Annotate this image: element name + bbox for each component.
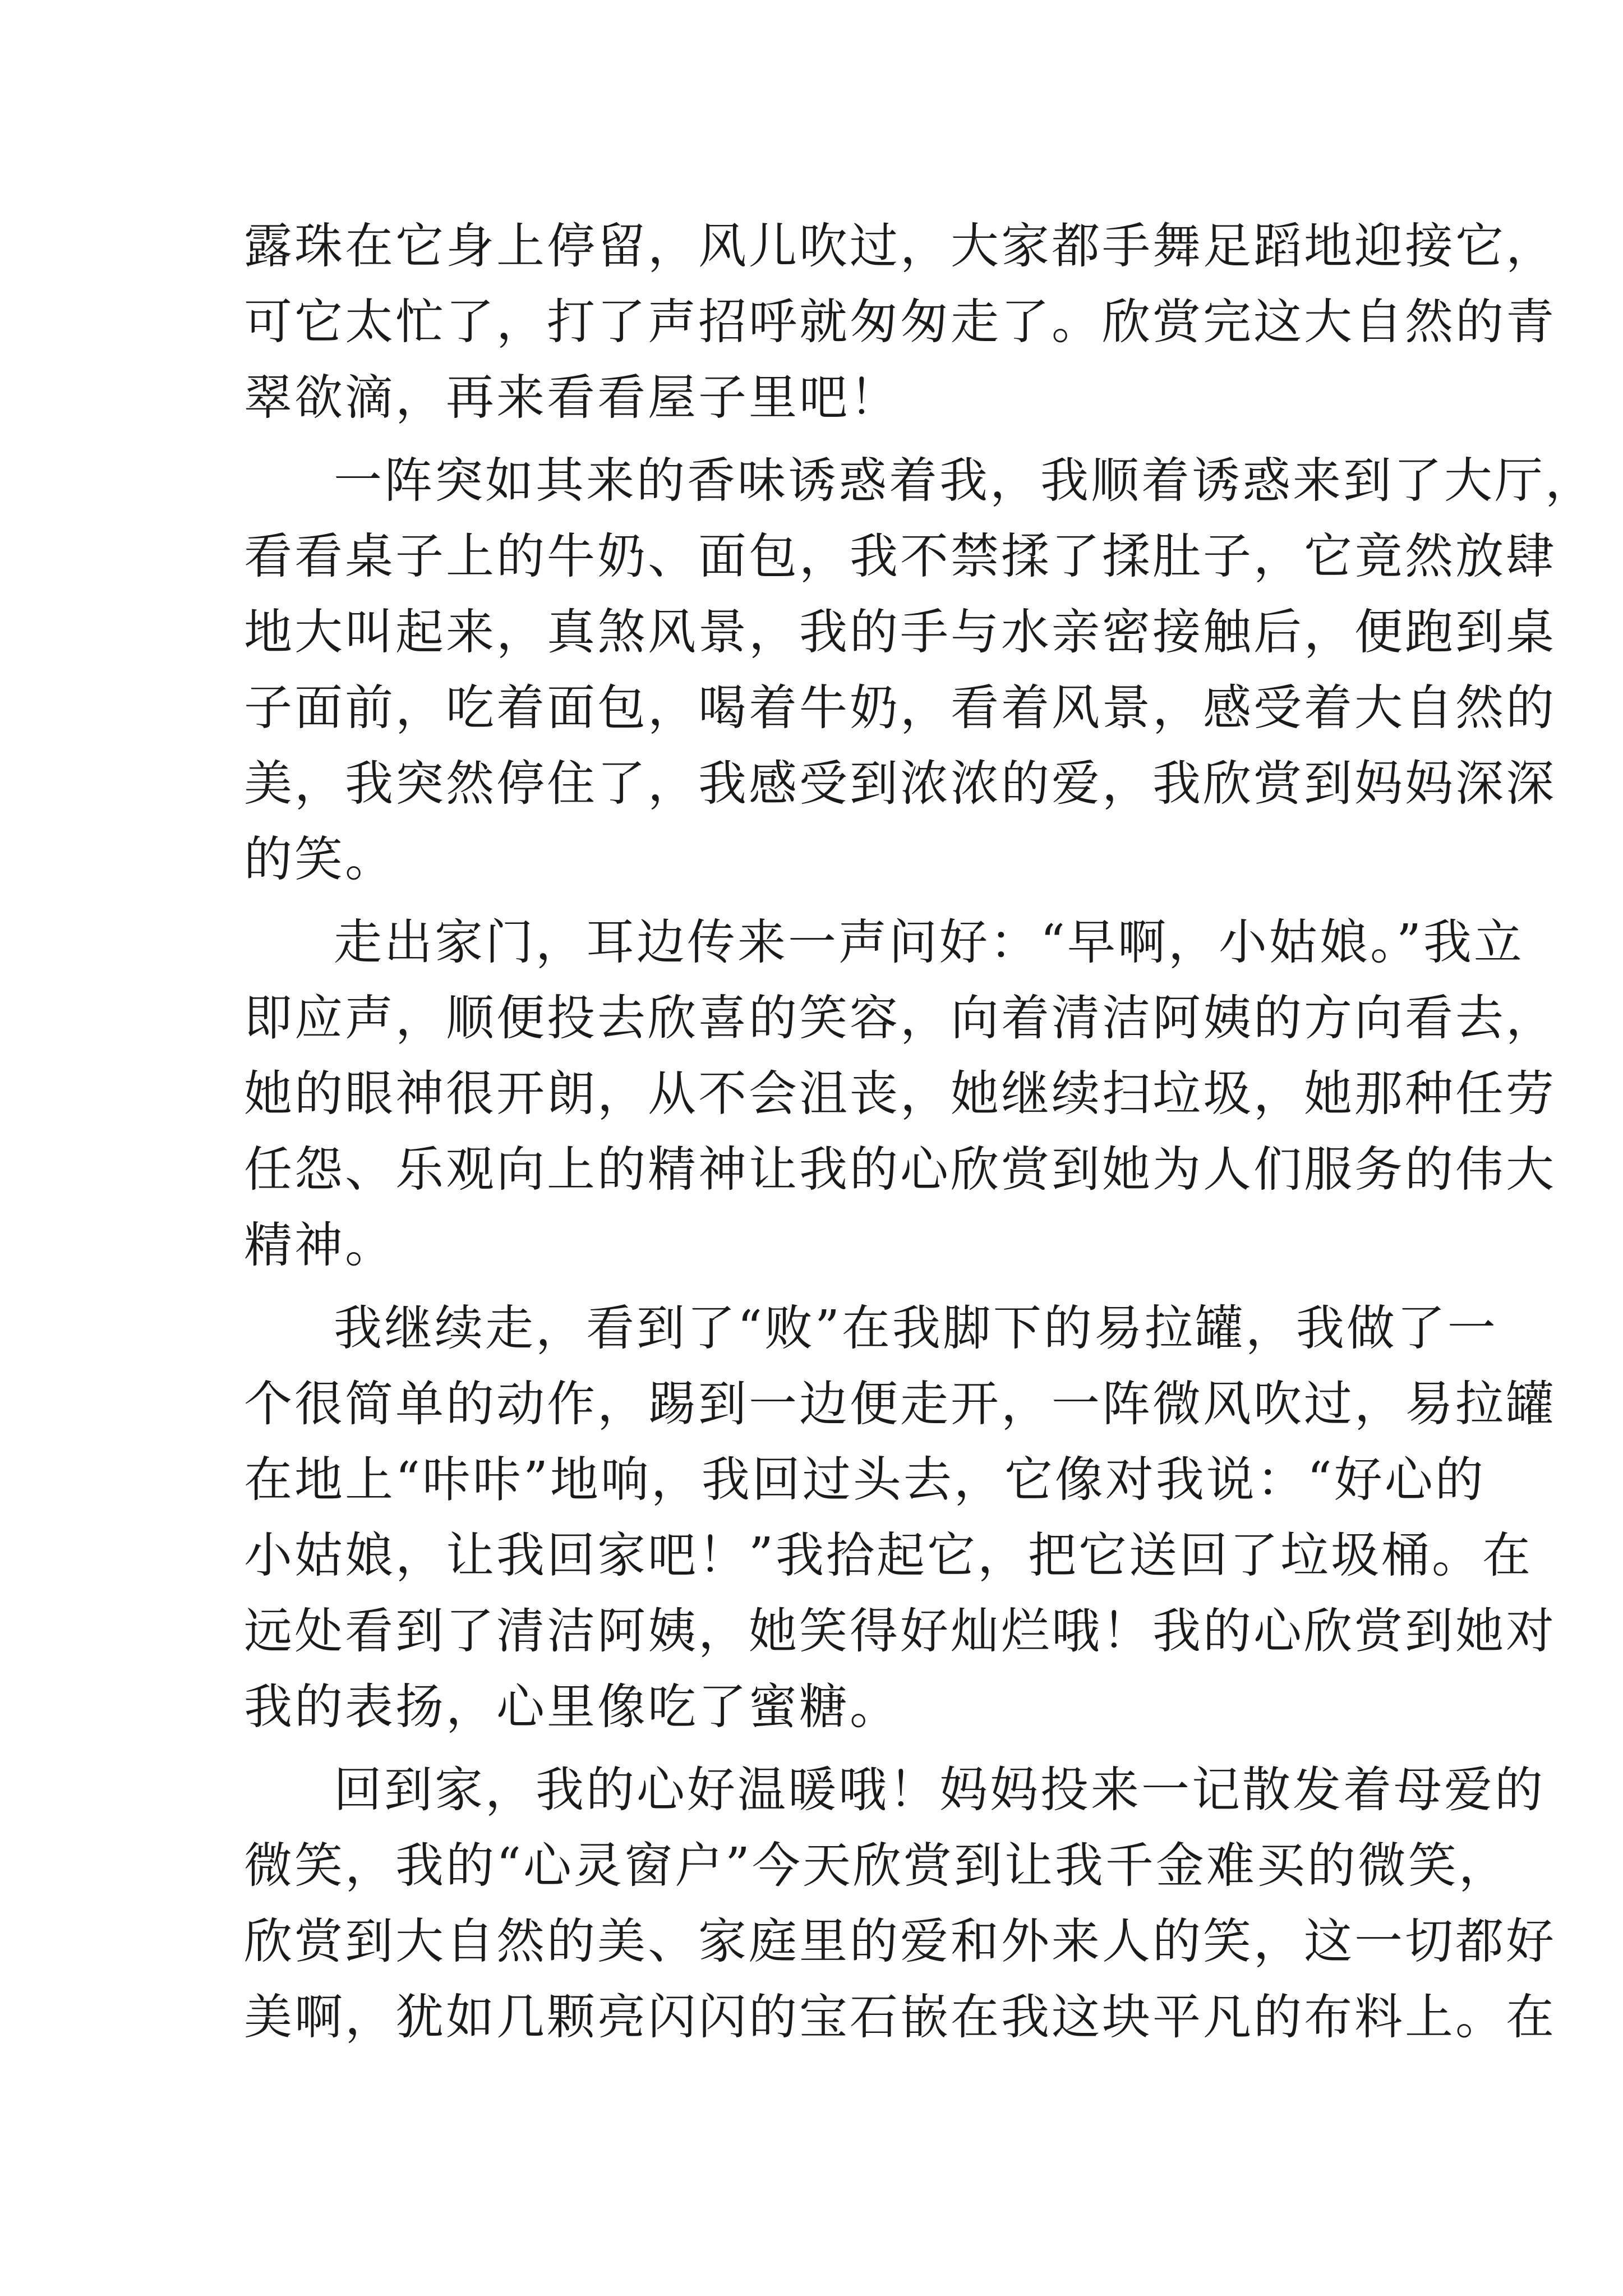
text-line: 一阵突如其来的香味诱惑着我，我顺着诱惑来到了大厅， bbox=[334, 453, 1596, 509]
text-line: 她的眼神很开朗，从不会沮丧，她继续扫垃圾，她那种任劳 bbox=[244, 1066, 1556, 1122]
text-line: 美，我突然停住了，我感受到浓浓的爱，我欣赏到妈妈深深 bbox=[244, 756, 1556, 812]
text-line: 个很简单的动作，踢到一边便走开，一阵微风吹过，易拉罐 bbox=[244, 1376, 1556, 1432]
paragraph-3 bbox=[244, 905, 1556, 1283]
text-line: 我的表扬，心里像吃了蜜糖。 bbox=[244, 1679, 900, 1735]
text-line: 精神。 bbox=[244, 1217, 395, 1273]
text-line: 欣赏到大自然的美、家庭里的爱和外来人的笑，这一切都好 bbox=[244, 1913, 1556, 1970]
text-line: 在地上“咔咔”地响，我回过头去，它像对我说：“好心的 bbox=[244, 1452, 1486, 1508]
text-line: 翠欲滴，再来看看屋子里吧！ bbox=[244, 370, 900, 426]
text-line: 微笑，我的“心灵窗户”今天欣赏到让我千金难买的微笑， bbox=[244, 1838, 1509, 1894]
paragraph-4 bbox=[244, 1291, 1556, 1745]
text-line: 回到家，我的心好温暖哦！妈妈投来一记散发着母爱的 bbox=[334, 1762, 1545, 1818]
text-line: 看看桌子上的牛奶、面包，我不禁揉了揉肚子，它竟然放肆 bbox=[244, 528, 1556, 585]
text-line: 的笑。 bbox=[244, 831, 395, 887]
paragraph-5 bbox=[244, 1752, 1556, 2055]
text-line: 走出家门，耳边传来一声问好：“早啊，小姑娘。”我立 bbox=[334, 914, 1524, 970]
paragraph-1 bbox=[244, 209, 1556, 436]
text-line: 即应声，顺便投去欣喜的笑容，向着清洁阿姨的方向看去， bbox=[244, 990, 1556, 1046]
text-line: 我继续走，看到了“败”在我脚下的易拉罐，我做了一 bbox=[334, 1300, 1498, 1356]
essay-body bbox=[244, 209, 1596, 2055]
text-line: 子面前，吃着面包，喝着牛奶，看着风景，感受着大自然的 bbox=[244, 680, 1556, 736]
text-line: 美啊，犹如几颗亮闪闪的宝石嵌在我这块平凡的布料上。在 bbox=[244, 1989, 1556, 2045]
text-line: 远处看到了清洁阿姨，她笑得好灿烂哦！我的心欣赏到她对 bbox=[244, 1603, 1556, 1659]
text-line: 可它太忙了，打了声招呼就匆匆走了。欣赏完这大自然的青 bbox=[244, 294, 1556, 350]
paragraph-2 bbox=[244, 443, 1596, 898]
text-line: 小姑娘，让我回家吧！”我拾起它，把它送回了垃圾桶。在 bbox=[244, 1527, 1533, 1584]
text-line: 任怨、乐观向上的精神让我的心欣赏到她为人们服务的伟大 bbox=[244, 1142, 1556, 1198]
text-line: 露珠在它身上停留，风儿吹过，大家都手舞足蹈地迎接它， bbox=[244, 218, 1556, 274]
text-line: 地大叫起来，真煞风景，我的手与水亲密接触后，便跑到桌 bbox=[244, 604, 1556, 660]
